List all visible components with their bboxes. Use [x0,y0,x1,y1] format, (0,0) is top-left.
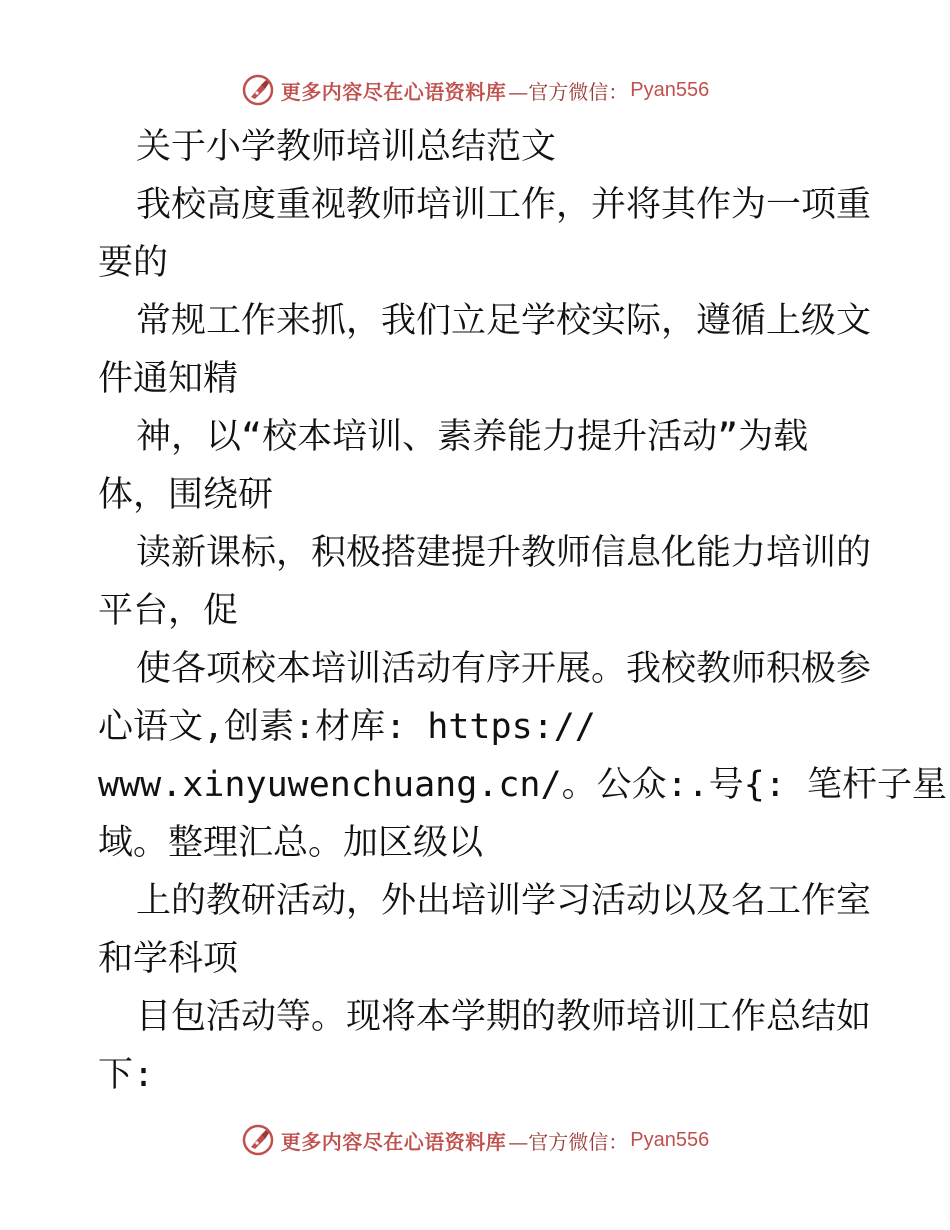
paragraph-line: 平台，促 [98,591,239,631]
paragraph-line: 和学科项 [98,939,239,979]
paragraph-line: 常规工作来抓，我们立足学校实际，遵循上级文 [136,301,872,341]
pen-nib-logo-icon [241,73,275,107]
paragraph-line: 我校高度重视教师培训工作，并将其作为一项重 [136,185,872,225]
footer-banner-id-text: Pyan556 [630,1128,710,1151]
header-banner [0,70,950,110]
paragraph-line: 上的教研活动，外出培训学习活动以及名工作室 [136,881,872,921]
pen-nib-logo-icon [241,1123,275,1157]
paragraph-line: 要的 [98,243,169,283]
document-title: 关于小学教师培训总结范文 [136,127,557,167]
paragraph-line: 体，围绕研 [98,475,274,515]
paragraph-line: 心语文,创素:材库: https:// [98,707,596,747]
header-banner-sub-text: —官方微信： [508,79,629,104]
paragraph-line: 域。整理汇总。加区级以 [98,823,484,863]
paragraph-line: www.xinyuwenchuang.cn/。公众:.号{: 笔杆子星 [98,765,947,805]
paragraph-line: 件通知精 [98,359,239,399]
footer-banner-main-text: 更多内容尽在心语资料库 [280,1129,507,1154]
paragraph-line: 下: [98,1055,155,1095]
paragraph-line: 读新课标，积极搭建提升教师信息化能力培训的 [136,533,872,573]
paragraph-line: 目包活动等。现将本学期的教师培训工作总结如 [136,997,872,1037]
header-banner-id-text: Pyan556 [630,78,710,101]
document-body [98,118,947,1104]
paragraph-line: 使各项校本培训活动有序开展。我校教师积极参 [136,649,872,689]
footer-banner-sub-text: —官方微信： [508,1129,629,1154]
header-banner-main-text: 更多内容尽在心语资料库 [280,79,507,104]
paragraph-line: 神，以“校本培训、素养能力提升活动”为载 [136,417,809,457]
footer-banner [0,1120,950,1160]
